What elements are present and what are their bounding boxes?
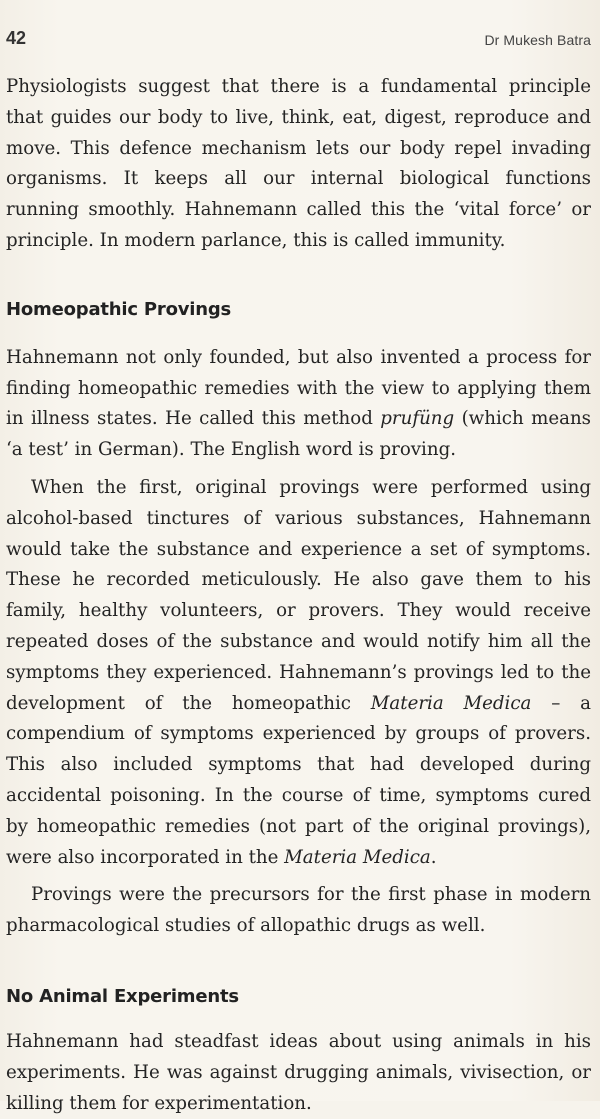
provings-paragraph-2-text-c: .	[430, 846, 437, 868]
section-heading-no-animal-experiments: No Animal Experiments	[6, 985, 239, 1007]
prufung-term: prufüng	[380, 408, 455, 430]
provings-paragraph-1-text-a: Hahnemann not only founded, but also invented a process for finding homeopathic remedies with the view to applying them in illness states. He called this method	[6, 346, 591, 430]
materia-medica-term-1: Materia Medica	[370, 692, 532, 714]
provings-paragraph-3: Provings were the precursors for the first phase in modern pharmacological studies of allopathic drugs as well.	[6, 884, 591, 937]
provings-paragraph-2-text-b: – a compendium of symptoms experienced by groups of provers. This also included symptoms that had developed during accidental poisoning. In the course of time, symptoms cured by homeopathic remedies (not part of the original provings), were also incorporated in the	[6, 692, 591, 868]
animal-experiments-paragraph: Hahnemann had steadfast ideas about using animals in his experiments. He was against drugging animals, vivisection, or killing them for experimentation.	[6, 1030, 591, 1114]
page-body	[6, 72, 591, 1119]
page-number: 42	[6, 28, 27, 48]
section-heading-homeopathic-provings: Homeopathic Provings	[6, 298, 232, 320]
provings-paragraph-2	[6, 473, 591, 873]
provings-paragraph-2-text-a: When the first, original provings were performed using alcohol-based tinctures of various substances, Hahnemann would take the substance and experience a set of symptoms. These he recorded meticulously. He also gave them to his family, healthy volunteers, or provers. They would receive repeated doses of the substance and would notify him all the symptoms they experienced. Hahnemann’s provings led to the development of the homeopathic	[6, 476, 591, 714]
running-head-author: Dr Mukesh Batra	[484, 32, 591, 48]
materia-medica-term-2: Materia Medica	[284, 846, 431, 868]
provings-paragraph-1	[6, 343, 591, 466]
provings-paragraph-1-text-b: (which means ‘a test’ in German). The English word is proving.	[6, 408, 591, 461]
page-header	[6, 28, 593, 52]
intro-paragraph: Physiologists suggest that there is a fundamental principle that guides our body to live, think, eat, digest, reproduce and move. This defence mechanism lets our body repel invading organisms. It keeps all our internal biological functions running smoothly. Hahnemann called this the ‘vital force’ or principle. In modern parlance, this is called immunity.	[6, 76, 591, 251]
